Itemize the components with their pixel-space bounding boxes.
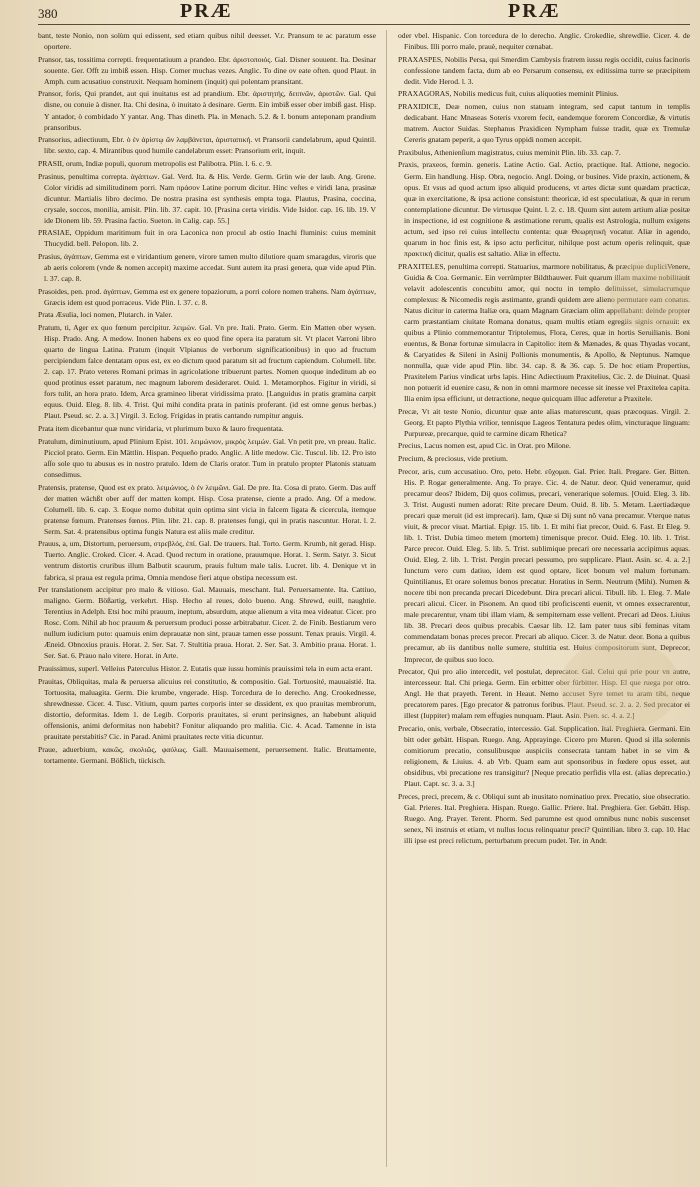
running-head-right: PRÆ	[508, 0, 561, 22]
dictionary-entry: Prata item dicebantur quæ nunc viridaria, vt plurimum buxo & lauro frequentata.	[38, 424, 284, 434]
dictionary-entry: Prauus, a, um, Distortum, peruersum, στρεβλός, ἐπί. Gal. De trauers. Ital. Torto. Germ. Krumb, nit gerad. Hisp. Tuerto. Anglic. Croked. Cicer. 4. Acad. Quod rectum in oratione, prauumque. Horat. 1. Serm. Satyr. 3. Sicut ventrum distortis cruribus illum Balbutit scaurum, prauis fultum male talis. Lucret. lib. 4. Denique vt in fabrica, si praua est regula prima, Omnia mendose fieri atque obstipa necessum est.	[38, 539, 376, 582]
dictionary-entry: PRAXAGORAS, Nobilis medicus fuit, cuius aliquoties meminit Plinius.	[398, 89, 619, 99]
dictionary-entry: Pransor, tas, tossitima correpti. frequentatiuum a prandeo. Ebr. ἀριστοποιός. Gal. Disner souuent. Ita. Desinar souente. Ger. Offt zu imbiß essen. Hisp. Comer muchas vezes. Anglic. To dine ov eate often. quod Plaut. in Amph. cum acusatiuo construxit. Nequam hominem (inquit) qui polentam pransitant.	[38, 54, 376, 86]
dictionary-entry: Prata Æsulia, loci nomen, Plutarch. in Valer.	[38, 310, 173, 320]
dictionary-entry: Precæ, Vt ait teste Nonio, dicuntur quæ ante alias maturescunt, quas præcoquas. Virgil. 2. Georg. Et papto Plythia vrilior, tennisque Lageos Tentatura pedes olim, vincturaque linguam: Purpureæ, precarque, quid te carmine dicam Rhetica?	[398, 406, 690, 438]
dictionary-entry: PRASII, orum, Indiæ populi, quorum metropolis est Palibotra. Plin. l. 6. c. 9.	[38, 158, 272, 168]
dictionary-entry: Preces, preci, precem, & c. Obliqui sunt ab inusitato nominatiuo prex. Precatio, siue obsecratio. Gal. Prieres. Ital. Preghiera. Hispan. Ruego. Gallic. Priere. Ital. Preghiera. Ger. Gebätt. Hisp. Ruego. Ang. Prayer. Terent. Phorm. Sed parumne est quod omnibus nunc nobis suscenset senex, Ni instruis et etiam, vt nullus locus relinquatur preci? Quintilian. libro 3. cap. 10. Hac illi ipse est preci relictum, perturbatum precum pudet. Ter. in Andr.	[398, 791, 690, 846]
dictionary-entry: Praxibulus, Athenienſium magistratus, cuius meminit Plin. lib. 33. cap. 7.	[398, 147, 621, 157]
dictionary-entry: Praxis, praxeos, fœmin. generis. Latine Actio. Gal. Actio, practique. Ital. Attione, negocio. Germ. Ein handlung. Hisp. Obra, negocio. Angl. Doing, or busines. Vide praxin, actionem, & opus. Et vsus ad quod actum ipso aliquid producens, vt artes dictæ sunt quædam practicæ, quæ in exercitatione, & ipsa actione consistunt: theoricæ, id est speculatiuæ, & quæ in rerum contemplatione dicuntur. De virtusque Quint. l. 2. c. 18. Quum sint autem artium aliæ positæ in inspectione, id est cognitione & æstimatione rerum, qualis est Astrologia, nullum exigens actum, sed ipso rei cuius intellectu contenta: quæ Θεωρητική vocatur. Aliæ in agendo, quarum in hoc finis est, & ipso actu perficitur, nihilque post actum operis relinquit, quæ πρακτική dicitur, qualis est saltatio. Aliæ in effectu.	[398, 160, 690, 258]
dictionary-entry: Prauissimus, superl. Velleius Paterculus Histor. 2. Eutatis quæ iussu hominis prauissimi tela in eum acta erant.	[38, 664, 373, 674]
left-column	[38, 30, 376, 1167]
dictionary-entry: Precius, Lacus nomen est, apud Cic. in Orat. pro Milone.	[398, 441, 571, 451]
dictionary-entry: Pratum, ti, Ager ex quo fœnum percipitur. λειμών. Gal. Vn pre. Itali. Prato. Germ. Ein Matten ober wysen. Hisp. Prado. Ang. A medow. Inonen habens ex eo quod fine opera ita paratum sit. Vt placet Varroni libro quarto de lingua Latina. Pratum (inquit Vlpianus de verborum significationibus) in quo ad fructum percipiendum falce dentatam opus est, ex eo dictum quod paratum sit ad fructum capiendum. Columell. libr. 2. cap. 17. Prato veteres Romani primas in agricolatione tribuerunt partes. Nomen quoque indeditum ab eo quod protinus esset paratum, nec magnum laborem desideraret. Ouid. 1. Metamorphos. Figitur in viridi, si fors tulit, an hora prato. Idem, Arca gramineo liberat viridissima prato. [Languidus in pratis gramina carpit equus. Ouid. Eleg. 8. lib. 4. Trist. Qui mihi condita prata in patinis proferant. (id est omne genus herbas.) Plaut. Pseud. sc. 2. a. 3.] Virgil. 3. Eclog. Frigidas in pratis cantando rumpitur anguis.	[38, 323, 376, 421]
page-header	[0, 0, 700, 26]
dictionary-entry: oder vbel. Hispanic. Con torcedura de lo derecho. Anglic. Crokedlie, shrewdlie. Cicer. 4. de Finibus. Illi porro male, prauè, nequiter cœnabat.	[398, 31, 690, 52]
dictionary-entry: Prasinus, penultima correpta. ἀγάπτων. Gal. Verd. Ita. & His. Verde. Germ. Grün wie der laub. Ang. Grene. Color viridis ad similitudinem porri. Nam πράσον Latine porrum dicitur. Hinc veſtes e viridi lana, prasinæ dicuntur. Martialis libro decimo. De nostra prasina est synthesis empta toga. Plautus, Prasina, coccina, crysale, soccos, monilia, amisit. Plin. lib. 37. capit. 10. [Prasina certa viridis. Vide Isidor. cap. 16. lib. 19. V ide Dionem lib. 59. Prasina factio. Sueton. in Calig. cap. 55.]	[38, 171, 376, 225]
dictionary-entry: PRAXIDICE, Deæ nomen, cuius non statuam integram, sed caput tantum in templis dedicabant. Hanc Mnaseas Soteris vxorem fecit, eandemque fororem Concordiæ, & virtutis matrem. Auctor Suidas. Stephanus Praxidicen Nympham fuisse tradit, quæ ex Tremulæ Cereris gnatam peperit, a quo Tyrus oppidi nomen accepit.	[398, 102, 690, 145]
dictionary-entry: Praue, aduerbium, κακῶς, σκολιῶς, φαύλως. Gall. Mauuaisement, peruersement. Italic. Bruttamente, tortamente. Germani. Bößlich, tückisch.	[38, 744, 376, 765]
dictionary-entry: PRAXASPES, Nobilis Persa, qui Smerdim Cambysis fratrem iussu regis occidit, cuius facinoris confessione tandem facta, dum ab eo Persarum consensu, ex editissima turre se præcipitem dedit. Vide Herod. l. 3.	[398, 54, 690, 86]
dictionary-entry: Precario, onis, verbale, Obsecratio, intercessio. Gal. Supplication. Ital. Preghiera. Germani. Ein bitt oder gebätt. Hispan. Ruego. Ang. Apprayinge. Cicero pro Muren. Quod si illa solennis comitiorum precatio, consulibusque auspiciis consecrata tantam habet in se vim & religionem, & Liuius. 4. ab Vrb. Quam eam aut sponsoribus in fœdere opus esset, aut obsidibus, vbi precatione res transigitur? [Neque precatio perfidis vlla est. (alias deprecatio.) Plaut. Capt. sc. 3. a. 3.]	[398, 723, 690, 789]
running-head-left: PRÆ	[180, 0, 233, 22]
dictionary-entry: Pratensis, pratense, Quod est ex prato. λειμώνιος, ὁ ἐν λειμῶνι. Gal. De pre. Ita. Cosa di prato. Germ. Das auff der matten wächßt ober auff der matten kompt. Hisp. Cosa pratense, ciente a prado. Ang. Of a medow. Columell. lib. 6. cap. 3. Eoque nomo dubitat quin optima sint vicia in falcem ligata & cicercula, itemque pratense fœnum. Pratenses fœnos. Plin. libr. 21. cap. 8. pratenses fungi, qui in pratis nascuntur. Horat. l. 2. Serm. Sat. 4. pratensibus optima fungis Natura est aliis male creditur.	[38, 482, 376, 536]
dictionary-entry: PRASIAE, Oppidum maritimum fuit in ora Laconica non procul ab ostio Inachi fluminis: cuius meminit Thucydid. bell. Pelopon. lib. 2.	[38, 228, 376, 249]
dictionary-entry: Prasius, ἀγάπτων, Gemma est e viridantium genere, virore tamen multo dilutiore quam smaragdus, viroris que ab aeris colorem (vnde & nomen accepit) maxime accedat. Sunt autem ita prasi genera, quæ vide apud Plin. l. 37. cap. 8.	[38, 252, 376, 284]
page-number: 380	[38, 6, 58, 21]
dictionary-entry: Prasoides, pen. prod. ἀγάπτων, Gemma est ex genere topaziorum, a porri colore nomen trahens. Nam ἀγάπτων, Græcis idem est quod porraceus. Vide Plin. l. 37. c. 8.	[38, 286, 376, 307]
dictionary-entry: Pratulum, diminutiuum, apud Plinium Epist. 101. λειμώνιον, μικρὸς λειμών. Gal. Vn petit pre, vn preau. Italic. Picciol prato. Germ. Ein Mättlin. Hispan. Pequeño prado. Anglic. A litle medow. Cic. Tuscul. lib. 12. Pro isto aſſo sole quo tu abusus es in nostro pratulo. Idem de Claris orator. Tum in pratulo propter Platonis statuam consedimus.	[38, 436, 376, 479]
dictionary-entry: Precator, Qui pro alio intercedit, vel postulat, deprecator. Gal. Celui qui prie pour vn autre, intercesseur. Ital. Chi priega. Germ. Ein erbitter ober fürbitter. Hisp. El que ruega por otro. Angl. He that prayeth. Terent. in Heaut. Nemo accuset Syre temet tu aram tibi, neque precatorem pares. [Ego precator & patronus foribus. Plaut. Pseud. sc. 2. a. 2. Sed precator ei illest (Iuppiter) malam rem effugies nunquam. Plaut. Asin. Psen. sc. 4. a. 2.]	[398, 667, 690, 721]
dictionary-entry: PRAXITELES, penultima correpti. Statuarius, marmore nobilitatus, & præcipue dupliciVenere, Guidia & Coa. Germanic. Ein verrümpter Bildthauwer. Fuit quarum illam maxime nobilitauit velavit adolescentis concubitu amor, qui noctu in templo delituisset, simulacrumque complexus: & Nicomedis regis æstimante, grandi quidem ære alieno permutare eam conatus. Natus dicitur in caterma Italiæ ora, quam Magnam Græciam olim appellabant: deinde propter carm præstantiam ciuitate Romana donatus, quam multis etiam egregiis signis ornauit: ex quibus a Plinio commemorantur Triptolemus, Flora, Ceres, quæ in hortis Seruilianis. Boni euentus, & Bonæ fortunæ simulacra in Capitolio: item & Mænades, & quas Thyadas vocant, & Caryatides & Sileni in Asinij Pollionis monumentis, & Apollo, & Neptunus. Namque nonnulla, quæ vide apud Plin. libr. 34. cap. 8. & 36. cap. 5. De hoc etiam Propertius, Praxitelem Parius vindicat urbs lapis. Hinc Adiectiuum Praxitelius, Cic. 2. de Diuinat. Quasi non potuerit id euenire casu, & non in omni marmore necesse sit inesse vel Praxitelea capita. Ilia enim ipsa efficiunt, ut detractione, neque quicquam illuc adferetur a Praxitele.	[398, 261, 690, 404]
dictionary-entry: Precor, aris, cum accusatiuo. Oro, peto. Hebr. εὔχομαι. Gal. Prier. Itali. Pregare. Ger. Bitten. His. P. Rogar generalmente. Ang. To praye. Cic. 4. de Natur. deor. Quid veneramur, quid precamur deos? Ibidem, Dij quos colimus, precari, venerarique solemus. [Ouid. Eleg. 3. lib. 3. Trist. Augusti numen adorat: Rite precare Deum. Ouid. 8. lib. 5. Metam. Laertiadæque precari quæ meruit (id est imprecari). Iam, Quæ si Dij sunt nô vana precamur. Vterque natus viuit, & precor viuat. Martial. Epigr. 15. lib. 1. Et mihi fiat precor, Ouid. 6. Fast. Et Eleg. 9. lib. 1. Trist. Dubia timeo metem (mortem) timenisque precor. Ouid. Eleg. 10. lib. 1. Trist. Parce precor. Ouid. Eleg. 5. lib. 5. Trist. sublimique precari ore necessaria accipimus aquas. Ouid. Eleg. 2. lib. 1. Trist. Pergin precari pessumo, pro supplicare. Plaut. Asin. sc. 4. a. 2.] Iunctum vero cum datiuo, idem est quod optare, licet bonum vel malum fortunam. Quintilianus, Et orare solemus bonos precatur. Horatius in Serm. Neutrum (Mihi). Numen & nocere tibi non precanda precari Dicedebunt. Dira precari alicui. Tibull. lib. 1. Eleg. 7. Male precari alicui. Cicer. in Pisonem. An quod tibi proficiscenti euenit, vt omnes exsecrarentur, male precarentur, vnam tibi illam viam, & sempiternam esse vellent. Precari ad Deos. Liuius lib. 38. Precari deos quibus precabis. Caesar lib. 12. Iam pater tuus sibi feminas vitam commendatam bonas preces precor. Precari ab aliquo. Cicer. 3. de Natur. deor. Bona a quibus precamur, ab iis dantibus nolle sumere, stultitia est. Huius compositorum sunt, Deprecor, Imprecor, de quibus suo loco.	[398, 466, 690, 664]
dictionary-entry: Precium, & preciosus, vide pretium.	[398, 454, 508, 464]
dictionary-entry: bant, teste Nonio, non solùm qui edissent, sed etiam quibus nihil deesset. V.r. Pransum te ac paratum esse oportere.	[38, 31, 376, 52]
dictionary-entry: Pransorius, adiectiuum, Ebr. ὁ ἐν ἀρίστῳ ὤν λαμβάνεται, ἀρισταπική. vt Pransorii candelabrum, apud Quintil. libr. sexto, cap. 4. Mirantibus quod humile candelabrum esset: Pransorium erit, inquit.	[38, 135, 376, 156]
header-rule	[38, 24, 690, 25]
dictionary-entry: Prauitas, Obliquitas, mala & peruersa alicuius rei constitutio, & compositio. Gal. Tortuosité, mauuaistié. Ita. Tortuosita, maluagita. Germ. Die krumbe, vngerade. Hisp. Torcedura de lo derecho. Ang. Crookednesse, shrewdnesse. Cicer. 4. Tusc. Vitium, quum partes corporis inter se dissident, ex quo prauitas membrorum, distortio, deformitas. Idem 1. de Legib. Corporis prauitates, si erunt perinsignes, an habebunt aliquid offensionis, animi deformitas non habebit? Fonitur aliquando pro malitia. Cic. 4. Acad. Tamenne in ista prauitate perstabitis? Cic. in Parad. Animi prauitates recte vitia dicuntur.	[38, 676, 376, 741]
right-column	[398, 30, 690, 1167]
dictionary-entry: Per translationem accipitur pro malo & vitioso. Gal. Mauuais, meschant. Ital. Peruersamente. Ita. Cattiuo, maligno. Germ. Bößartig, verkehrt. Hisp. Hecho al reues, dolo bueno. Ang. Shrewd, euill, naughtie. Terentius in Adelph. Etsi hoc mihi prauum, ineptum, absurdum, atque alienum a vita mea videatur. Cicer. pro Rosc. Com. Nihil ab hoc prauum & peruersum produci posse arbitrabatur. Cicer. 2. de Finib. Bestiarum vero nullum iudicium puto: quamuis enim deprauatæ non sint, prauæ tamen esse possunt. Tenax prauis. Virgil. 4. Æneid. Obnoxius prauis. Horat. 2. Ser. Sat. 7. Stultitia praua. Horat. 2. Ser. Sat. 3. Ambitio praua. Horat. 1. Ser. Sat. 6. Prauo nalo vitere. Horat. in Arte.	[38, 585, 376, 661]
dictionary-entry: Pransor, foris, Qui prandet, aut qui inuitatus est ad prandium. Ebr. ἀριστητής, δειπνῶν, ἀριστῶν. Gal. Qui disne, ou conuie à disner. Ita. Chi desina, ò inuitato à desinare. Germ. Ein imbiß esser ober imbiß gast. Hisp. Y antador, ò combidado Y yantar. Ang. Thas dineth. Pla. in Menach. 5.2. & I. bonum anteponam prandium pransoribus.	[38, 89, 376, 132]
column-divider	[386, 30, 387, 1167]
